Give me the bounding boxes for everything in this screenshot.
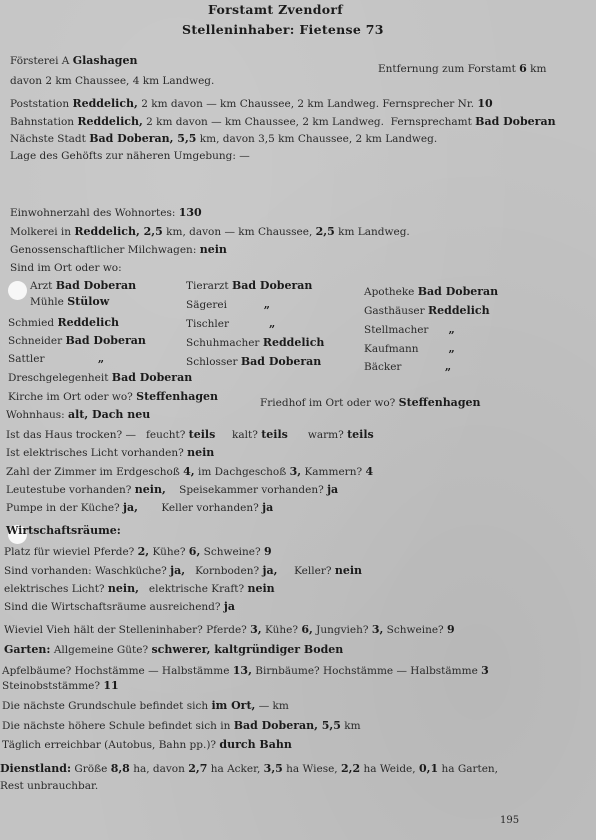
schmied-entry: Schmied Reddelich (8, 316, 120, 329)
milchwagen-line: Genossenschaftlicher Milchwagen: nein (10, 243, 227, 256)
trocken-line: Ist das Haus trocken? — feucht? teils kalt? teils warm? teils (6, 428, 374, 441)
poststation-line: Poststation Reddelich, 2 km davon — km Chaussee, 2 km Landweg. Fernsprecher Nr. 10 (10, 97, 493, 110)
muehle-entry: Mühle Stülow (30, 295, 110, 308)
schuhmacher-entry: Schuhmacher Reddelich (186, 336, 325, 349)
stellmacher-entry: Stellmacher „ (364, 323, 455, 336)
foersterei-line: Försterei A Glashagen (10, 54, 138, 67)
gasthaeuser-entry: Gasthäuser Reddelich (364, 304, 490, 317)
baecker-entry: Bäcker „ (364, 360, 452, 373)
davon-line: davon 2 km Chaussee, 4 km Landweg. (10, 75, 215, 87)
platz-line: Platz für wieviel Pferde? 2, Kühe? 6, Schweine? 9 (4, 545, 272, 558)
wirtschaft-title: Wirtschaftsräume: (6, 524, 121, 537)
naechste-stadt-line: Nächste Stadt Bad Doberan, 5,5 km, davon 3,5 km Chaussee, 2 km Landweg. (10, 132, 438, 145)
page-number: 195 (500, 815, 520, 826)
sattler-entry: Sattler „ (8, 352, 105, 365)
punch-hole (8, 281, 27, 300)
grundschule-line: Die nächste Grundschule befindet sich im Ort, — km (2, 699, 289, 712)
elektrisch-line: elektrisches Licht? nein, elektrische Kraft? nein (4, 582, 275, 595)
zimmer-line: Zahl der Zimmer im Erdgeschoß 4, im Dachgeschoß 3, Kammern? 4 (6, 465, 374, 478)
arzt-entry: Arzt Bad Doberan (30, 279, 137, 292)
apotheke-entry: Apotheke Bad Doberan (364, 285, 499, 298)
ausreichend-line: Sind die Wirtschaftsräume ausreichend? ja (4, 600, 235, 613)
wohnhaus-line: Wohnhaus: alt, Dach neu (6, 408, 151, 421)
tierarzt-entry: Tierarzt Bad Doberan (186, 279, 313, 292)
header-stelleninhaber: Stelleninhaber: Fietense 73 (182, 22, 384, 37)
bahnstation-line: Bahnstation Reddelich, 2 km davon — km Chaussee, 2 km Landweg. Fernsprechamt Bad Doberan (10, 115, 556, 128)
dienstland-line: Dienstland: Größe 8,8 ha, davon 2,7 ha Acker, 3,5 ha Wiese, 2,2 ha Weide, 0,1 ha Garten, (0, 762, 499, 775)
entfernung-line: Entfernung zum Forstamt 6 km (378, 62, 547, 75)
einwohner-line: Einwohnerzahl des Wohnortes: 130 (10, 206, 202, 219)
dresch-line: Dreschgelegenheit Bad Doberan (8, 371, 193, 384)
lage-line: Lage des Gehöfts zur näheren Umgebung: — (10, 150, 250, 162)
leutestube-line: Leutestube vorhanden? nein, Speisekammer vorhanden? ja (6, 483, 339, 496)
vorhanden-line: Sind vorhanden: Waschküche? ja, Kornboden? ja, Keller? nein (4, 564, 363, 577)
pumpe-line: Pumpe in der Küche? ja, Keller vorhanden? ja (6, 501, 274, 514)
friedhof-line: Friedhof im Ort oder wo? Steffenhagen (260, 396, 481, 409)
saegerei-entry: Sägerei „ (186, 298, 271, 311)
steinobst-line: Steinobststämme? 11 (2, 679, 119, 692)
schlosser-entry: Schlosser Bad Doberan (186, 355, 322, 368)
garten-line: Garten: Allgemeine Güte? schwerer, kaltgründiger Boden (4, 643, 344, 656)
hoehere-schule-line: Die nächste höhere Schule befindet sich in Bad Doberan, 5,5 km (2, 719, 361, 732)
vieh-line: Wieviel Vieh hält der Stelleninhaber? Pferde? 3, Kühe? 6, Jungvieh? 3, Schweine? 9 (4, 623, 455, 636)
molkerei-line: Molkerei in Reddelich, 2,5 km, davon — km Chaussee, 2,5 km Landweg. (10, 225, 410, 238)
baeume-line: Apfelbäume? Hochstämme — Halbstämme 13, Birnbäume? Hochstämme — Halbstämme 3 (2, 664, 489, 677)
licht-line: Ist elektrisches Licht vorhanden? nein (6, 446, 215, 459)
schneider-entry: Schneider Bad Doberan (8, 334, 146, 347)
rest-line: Rest unbrauchbar. (0, 780, 99, 792)
header-forstamt: Forstamt Zvendorf (208, 2, 343, 17)
sind-im-ort-line: Sind im Ort oder wo: (10, 262, 122, 274)
kirche-line: Kirche im Ort oder wo? Steffenhagen (8, 390, 219, 403)
erreichbar-line: Täglich erreichbar (Autobus, Bahn pp.)? durch Bahn (2, 738, 292, 751)
kaufmann-entry: Kaufmann „ (364, 342, 455, 355)
tischler-entry: Tischler „ (186, 317, 276, 330)
